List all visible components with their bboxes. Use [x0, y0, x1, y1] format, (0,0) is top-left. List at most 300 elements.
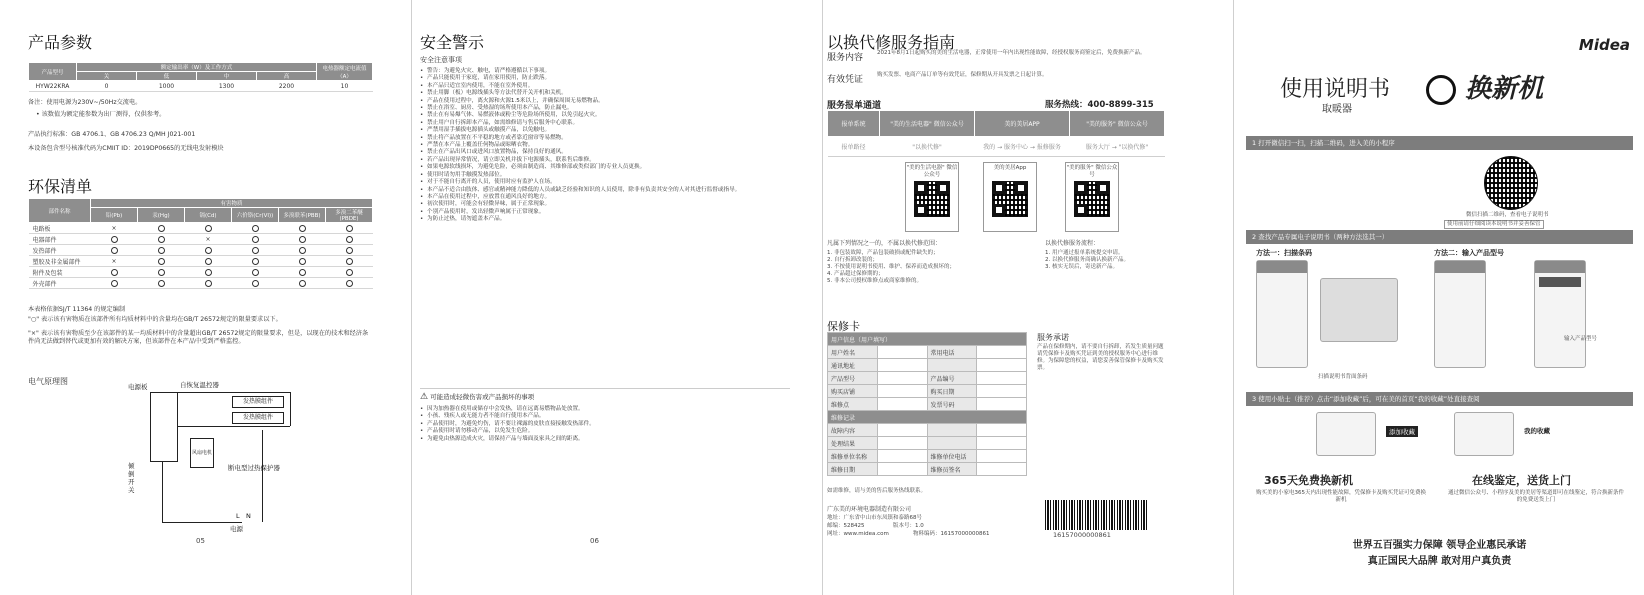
env-cell-value — [326, 267, 373, 278]
params-note-2: • 该数值为额定能参数为出厂测得，仅供参考。 — [36, 111, 166, 118]
company-address: 地址：广东省中山市东凤镇和泰路68号 — [827, 515, 922, 521]
circle-mark-icon — [111, 247, 118, 254]
qr-caption-2: 使用前请仔细阅读本说明书并妥善保管 — [1444, 220, 1544, 229]
circuit-label-temp: 自恢复温控器 — [180, 381, 219, 389]
env-cell-value — [279, 234, 326, 245]
rule-item: • 为防止过热，请勿遮盖本产品。 — [420, 216, 790, 223]
circle-mark-icon — [252, 280, 259, 287]
rule-item: • 本产品在使用过程中，应放置在通风良好的地方。 — [420, 194, 790, 201]
env-cell-value — [185, 267, 232, 278]
circuit-heater-2: 发热膜组件 — [232, 412, 284, 424]
rule-item: • 使用时请勿用手触摸发热部位。 — [420, 172, 790, 179]
env-note-2: "○" 表示该有害物质在该部件所有均质材料中的含量均在GB/T 26572规定的限量要求以下。 — [28, 316, 282, 323]
circle-mark-icon — [205, 258, 212, 265]
env-cell-value: × — [185, 234, 232, 245]
params-cell-current: 10 — [317, 81, 373, 92]
env-cell-value — [138, 278, 185, 289]
table-row — [828, 398, 1027, 411]
mini-program-qr-icon[interactable] — [1484, 156, 1538, 210]
table-row — [828, 372, 1027, 385]
field-value[interactable] — [877, 450, 927, 463]
circuit-heater-1: 发热膜组件 — [232, 396, 284, 408]
list-item: 2. 以换代修服务商确认换新产品。 — [1045, 257, 1129, 263]
field-value[interactable] — [977, 463, 1027, 476]
rule-item: • 产品使用时请勿移动产品，以免发生危险。 — [420, 428, 790, 435]
circuit-fan-motor: 风扇电机 — [190, 438, 214, 468]
warning-title: 可能造成轻微伤害或产品损坏的事项 — [430, 393, 535, 401]
qr-code-icon — [914, 181, 950, 217]
service-proof-label: 有效凭证 — [827, 75, 864, 85]
warranty-title: 保修卡 — [827, 320, 860, 333]
params-cell-model: HYW22KRA — [29, 81, 77, 92]
rule-item: • 因为加热器在使用或储存中会发热，请在远离易燃物品处放置。 — [420, 406, 790, 413]
env-cell-value — [232, 278, 279, 289]
search-input[interactable] — [1539, 277, 1581, 287]
channel-th-app: 美的美居APP — [975, 111, 1070, 137]
env-cell-value — [279, 223, 326, 234]
circuit-pin-n: N — [246, 512, 251, 520]
env-cell-value — [326, 223, 373, 234]
divider — [420, 388, 790, 389]
params-th-mid: 中 — [197, 72, 257, 81]
exclude-list — [827, 250, 1027, 285]
env-th-part: 部件名称 — [29, 199, 91, 223]
rule-item: • 禁止在浴室、厨房、受热湿的场所使用本产品，防止漏电。 — [420, 105, 790, 112]
env-cell-part: 塑胶及非金属部件 — [29, 256, 91, 267]
env-cell-value — [232, 234, 279, 245]
field-value[interactable] — [977, 346, 1027, 359]
params-cell-off: 0 — [77, 81, 137, 92]
env-th-pbde: 多溴二苯醚(PBDE) — [326, 208, 373, 223]
slogan-badge-icon — [1426, 75, 1456, 105]
warranty-head: 用户信息（用户填写） — [828, 333, 1027, 346]
service-content-label: 服务内容 — [827, 53, 864, 63]
table-row — [828, 424, 1027, 437]
channel-cell-app: 我的 → 服务中心 → 报修服务 — [975, 137, 1070, 157]
env-cell-value — [326, 234, 373, 245]
circuit-wire — [178, 426, 290, 427]
env-cell-part: 发热部件 — [29, 245, 91, 256]
field-value[interactable] — [877, 346, 927, 359]
field-value[interactable] — [977, 450, 1027, 463]
circuit-label-overheat: 断电型过热保护器 — [228, 464, 280, 472]
phone-caption-1: 扫描说明书背面条码 — [1318, 374, 1368, 380]
circle-mark-icon — [346, 280, 353, 287]
table-row — [828, 450, 1027, 463]
company-name: 广东美的环境电器制造有限公司 — [827, 506, 912, 513]
rule-item: • 禁止将产品放置在不平稳的地方或者靠近窗帘等易燃物。 — [420, 135, 790, 142]
page-number: 06 — [590, 537, 599, 545]
warning-triangle-icon: ⚠ — [420, 392, 429, 402]
env-cell-value — [326, 256, 373, 267]
circle-mark-icon — [252, 258, 259, 265]
env-cell-value — [326, 245, 373, 256]
rule-item: • 禁止在产品出风口或进风口放置物品，保持良好的通风。 — [420, 149, 790, 156]
env-th-hg: 汞(Hg) — [138, 208, 185, 223]
list-item: 2. 自行拆卸改装的； — [827, 257, 878, 263]
repair-body — [828, 424, 1027, 476]
env-table-row — [29, 267, 373, 278]
env-cell-value — [232, 245, 279, 256]
repair-head: 维修记录 — [828, 411, 1027, 424]
rule-item: • 为避免由热源造成火灾，请保持产品与墙面及家具之间的距离。 — [420, 436, 790, 443]
env-th-cd: 镉(Cd) — [185, 208, 232, 223]
process-title: 以换代修服务流程： — [1045, 240, 1100, 247]
field-value[interactable] — [877, 359, 927, 372]
circuit-wire — [162, 462, 163, 522]
env-cell-value — [232, 256, 279, 267]
tagline-1: 世界五百强实力保障 领导企业惠民承诺 — [1352, 540, 1527, 551]
list-item: 4. 产品超过保修期的； — [827, 271, 884, 277]
circle-mark-icon — [346, 269, 353, 276]
circle-mark-icon — [346, 247, 353, 254]
field-value[interactable] — [977, 437, 1027, 450]
warning-rule-list — [420, 406, 790, 443]
phone-mockup-model — [1434, 260, 1486, 368]
promo-2-title: 在线鉴定，送货上门 — [1472, 474, 1571, 487]
add-favorite-button[interactable]: 添加收藏 — [1386, 426, 1418, 437]
service-proof-text: 购买发票、电商产品订单等有效凭证，保修期从开具发票之日起计算。 — [877, 72, 1048, 78]
rule-item: • 严禁在本产品上覆盖任何物品或晾晒衣物。 — [420, 142, 790, 149]
env-cell-part: 电器部件 — [29, 234, 91, 245]
field-label — [927, 359, 977, 372]
circle-mark-icon — [205, 247, 212, 254]
brand-logo: Midea — [1578, 36, 1630, 54]
env-cell-value — [279, 245, 326, 256]
rule-item: • 产品使用时，为避免灼伤，请不要让裸露的皮肤直接接触发热部件。 — [420, 421, 790, 428]
field-value[interactable] — [977, 385, 1027, 398]
table-row — [828, 385, 1027, 398]
page-service — [823, 0, 1233, 595]
channel-th-system: 报单系统 — [828, 111, 880, 137]
field-label: 维修日期 — [828, 463, 878, 476]
circle-mark-icon — [111, 280, 118, 287]
circle-mark-icon — [252, 236, 259, 243]
rule-item: • 小孩、残疾人或无能力者不能自行使用本产品。 — [420, 413, 790, 420]
rule-item: • 严禁用湿手插拔电源插头或触摸产品，以免触电。 — [420, 127, 790, 134]
field-label — [927, 424, 977, 437]
env-cell-part: 外壳部件 — [29, 278, 91, 289]
params-th-low: 低 — [137, 72, 197, 81]
slogan-text: 换新机 — [1465, 74, 1544, 104]
env-cell-part: 附件及包装 — [29, 267, 91, 278]
params-standard: 产品执行标准：GB 4706.1、GB 4706.23 Q/MH J021-001 — [28, 131, 196, 138]
field-value[interactable] — [977, 398, 1027, 411]
company-web: 网址：www.midea.com — [827, 531, 889, 537]
env-cell-value — [138, 245, 185, 256]
warranty-body — [828, 346, 1027, 411]
rule-item: • 本产品只适宜室内使用，不能在室外使用。 — [420, 83, 790, 90]
circle-mark-icon — [299, 225, 306, 232]
field-label: 通讯地址 — [828, 359, 878, 372]
env-table-row — [29, 256, 373, 267]
field-label: 购买日期 — [927, 385, 977, 398]
rule-item: • 禁止用脚（板）电源线插头等方法代替开关开机和关机。 — [420, 90, 790, 97]
env-cell-value — [138, 256, 185, 267]
step-1-bar: 1 打开微信扫一扫，扫描二维码，进入美的小程序 — [1246, 136, 1633, 150]
rule-item: • 如果电源软线损坏，为避免危险，必须由制造商、其维修部或类似部门的专业人员更换。 — [420, 164, 790, 171]
page-title-safety: 安全警示 — [420, 33, 485, 52]
circle-mark-icon — [158, 280, 165, 287]
page-title-env: 环保清单 — [28, 177, 93, 196]
qr-card-app[interactable] — [983, 162, 1037, 232]
env-table-row — [29, 245, 373, 256]
circle-mark-icon — [299, 269, 306, 276]
field-label: 维修员签名 — [927, 463, 977, 476]
field-label: 产品型号 — [828, 372, 878, 385]
circle-mark-icon — [158, 247, 165, 254]
circuit-label-earth: 电源 — [230, 525, 243, 533]
doc-version: 版本号：1.0 — [893, 523, 924, 529]
circle-mark-icon — [346, 236, 353, 243]
env-th-cr: 六价铬(Cr(VI)) — [232, 208, 279, 223]
rule-item: • 个别产品使用时，发出轻微声响属于正常现象。 — [420, 209, 790, 216]
channel-cell-wechat2: 服务大厅 → "以换代修" — [1070, 137, 1165, 157]
circle-mark-icon — [346, 225, 353, 232]
page-title-params: 产品参数 — [28, 33, 93, 52]
field-label: 维修点 — [828, 398, 878, 411]
circuit-power-board — [150, 392, 178, 462]
params-cell-low: 1000 — [137, 81, 197, 92]
params-th-off: 关 — [77, 72, 137, 81]
env-cell-value — [185, 245, 232, 256]
env-cell-value: × — [91, 223, 138, 234]
safety-rule-list — [420, 68, 790, 224]
circle-mark-icon — [158, 236, 165, 243]
params-note-1: 备注：使用电源为230V~/50Hz交流电。 — [28, 99, 142, 106]
channel-th-wechat1: "美的生活电器" 微信公众号 — [880, 111, 975, 137]
params-th-high: 高 — [257, 72, 317, 81]
qr-code-icon — [1074, 181, 1110, 217]
env-cell-value — [279, 278, 326, 289]
field-label: 产品编号 — [927, 372, 977, 385]
circle-mark-icon — [111, 269, 118, 276]
channel-title: 服务报单通道 — [827, 101, 882, 111]
phone-mockup-search — [1534, 260, 1586, 368]
circle-mark-icon — [299, 258, 306, 265]
field-value[interactable] — [977, 372, 1027, 385]
env-cell-value — [91, 234, 138, 245]
field-label: 发票号码 — [927, 398, 977, 411]
env-th-group: 有害物质 — [91, 199, 373, 208]
scan-illustration — [1320, 278, 1398, 342]
list-item: 1. 非包装故障，产品包装破损或配件缺失的； — [827, 250, 939, 256]
field-label: 处理结果 — [828, 437, 878, 450]
circuit-wire — [290, 392, 291, 426]
channel-cell-wechat1: "以换代修" — [880, 137, 975, 157]
env-th-pb: 铅(Pb) — [91, 208, 138, 223]
rule-item: • 产品只能使用于家庭，请在家用使用，防止跌落。 — [420, 75, 790, 82]
field-value[interactable] — [877, 372, 927, 385]
method-2-title: 方法二：输入产品型号 — [1434, 249, 1504, 257]
table-row — [828, 463, 1027, 476]
list-item: 3. 核实无误后，寄送新产品。 — [1045, 264, 1118, 270]
circuit-label-power-board: 电源板 — [128, 383, 148, 391]
phone-mockup-fav — [1316, 412, 1376, 456]
warning-heading — [420, 392, 534, 402]
field-value[interactable] — [877, 424, 927, 437]
warranty-card — [827, 332, 1027, 476]
circle-mark-icon — [252, 247, 259, 254]
manual-subtitle: 取暖器 — [1322, 104, 1352, 115]
footer-note: 如需维修，请与美的售后服务热线联系。 — [827, 488, 927, 494]
env-th-pbb: 多溴联苯(PBB) — [279, 208, 326, 223]
qr-caption: "美的生活电器" 微信公众号 — [906, 165, 958, 178]
qr-code-icon — [992, 181, 1028, 217]
promise-text: 产品在保修期内，请不要自行拆卸，若发生质量问题请凭保修卡及购买凭证到美的授权服务中心进行维修。为保障您的权益，请您妥善保管保修卡及购买发票。 — [1037, 344, 1164, 371]
phone-caption-2: 输入产品型号 — [1564, 336, 1598, 342]
process-list — [1045, 250, 1165, 271]
env-cell-value — [138, 223, 185, 234]
circuit-label-tilt: 倾倒开关 — [128, 462, 135, 494]
rule-item: • 初次使用时，可能会有轻微异味，属于正常现象。 — [420, 201, 790, 208]
page-cover — [1233, 0, 1644, 595]
env-table-row — [29, 223, 373, 234]
safety-subtitle: 安全注意事项 — [420, 56, 462, 64]
manual-title: 使用说明书 — [1280, 77, 1391, 102]
service-hotline: 服务热线：400-8899-315 — [1045, 100, 1154, 110]
env-note-3: "×" 表示该有害物质至少在该部件的某一均质材料中的含量超出GB/T 26572规定的限量要求，但是，以现在的技术和经济条件尚无法做到替代或更加有效的解决方案，但该部件在本产品中受到严格监控。 — [28, 330, 369, 345]
params-cell-high: 2200 — [257, 81, 317, 92]
field-label: 购买店铺 — [828, 385, 878, 398]
barcode — [1045, 500, 1149, 530]
field-value[interactable] — [877, 385, 927, 398]
table-row — [828, 437, 1027, 450]
env-cell-value — [279, 256, 326, 267]
channel-th-wechat2: "美的服务" 微信公众号 — [1070, 111, 1165, 137]
field-value[interactable] — [877, 463, 927, 476]
channel-table — [827, 110, 1165, 157]
field-label — [927, 437, 977, 450]
phone-mockup-myfav — [1454, 412, 1514, 456]
env-table-row — [29, 234, 373, 245]
params-cell-mid: 1300 — [197, 81, 257, 92]
barcode-number: 16157000000861 — [1053, 531, 1111, 539]
params-th-power: 额定输出率（W）及工作方式 — [77, 63, 317, 72]
circuit-wire — [162, 522, 242, 523]
exclude-title: 凡属下列情况之一的，不属以换代修范围： — [827, 240, 942, 247]
promo-1-text: 购买美的小家电365天内出现性能故障，凭保修卡及购买凭证可免费换新机 — [1256, 490, 1427, 503]
rule-item: • 对于不能自行离开的人员，使用时应有监护人在场。 — [420, 179, 790, 186]
circle-mark-icon — [299, 247, 306, 254]
circle-mark-icon — [252, 269, 259, 276]
params-th-model: 产品型号 — [29, 63, 77, 81]
qr-caption: 美的美居App — [993, 165, 1027, 171]
qr-caption: "美的服务" 微信公众号 — [1066, 165, 1118, 178]
field-value[interactable] — [977, 424, 1027, 437]
env-cell-value — [91, 245, 138, 256]
circuit-wire — [178, 392, 290, 393]
env-table-body — [29, 223, 373, 289]
table-row — [828, 346, 1027, 359]
field-label: 常用电话 — [927, 346, 977, 359]
circle-mark-icon — [205, 280, 212, 287]
qr-card-wechat2[interactable] — [1065, 162, 1119, 232]
field-label: 用户姓名 — [828, 346, 878, 359]
field-value[interactable] — [877, 437, 927, 450]
env-table-row — [29, 278, 373, 289]
circle-mark-icon — [158, 269, 165, 276]
circle-mark-icon — [205, 269, 212, 276]
field-label: 故障内容 — [828, 424, 878, 437]
rule-item: • 本产品不适合由肢体、感官或精神能力降低的人员或缺乏经验和知识的人员使用，除非有负责其安全的人对其进行监督或指导。 — [420, 187, 790, 194]
page-title-circuit: 电气原理图 — [28, 377, 68, 386]
env-cell-value — [91, 267, 138, 278]
env-cell-value — [91, 278, 138, 289]
env-cell-value — [326, 278, 373, 289]
env-cell-value: × — [91, 256, 138, 267]
env-cell-value — [185, 256, 232, 267]
table-row — [828, 359, 1027, 372]
circuit-pin-l: L — [236, 512, 240, 520]
circle-mark-icon — [205, 225, 212, 232]
env-cell-part: 电路板 — [29, 223, 91, 234]
phone-mockup-scan — [1256, 260, 1308, 368]
page-title-service: 以换代修服务指南 — [827, 33, 956, 52]
circle-mark-icon — [111, 236, 118, 243]
method-1-title: 方法一：扫描条码 — [1256, 249, 1312, 257]
rule-item: • 禁止在有易爆气体、易燃液体或粉尘等危险场所使用，以免引起火灾。 — [420, 112, 790, 119]
env-cell-value — [232, 223, 279, 234]
env-note-1: 本表格依据SJ/T 11364 的规定编制 — [28, 306, 126, 313]
rule-item: • 若产品出现异常情况，请立即关机并拔下电源插头，联系售后维修。 — [420, 157, 790, 164]
env-cell-value — [279, 267, 326, 278]
qr-caption: 微信扫描二维码，查看电子说明书 — [1466, 212, 1549, 218]
company-zip: 邮编：528425 — [827, 523, 865, 529]
circle-mark-icon — [299, 280, 306, 287]
field-label: 维修单位名称 — [828, 450, 878, 463]
env-cell-value — [138, 234, 185, 245]
field-value[interactable] — [877, 398, 927, 411]
circle-mark-icon — [158, 225, 165, 232]
page-safety — [411, 0, 823, 595]
channel-cell-path: 报单路径 — [828, 137, 880, 157]
env-cell-value — [138, 267, 185, 278]
env-cell-value — [185, 278, 232, 289]
circle-mark-icon — [346, 258, 353, 265]
list-item: 5. 非本公司授权维修点或商家维修的。 — [827, 278, 922, 284]
material-code: 物料编码：16157000000861 — [913, 531, 990, 537]
env-table — [28, 198, 373, 289]
params-th-current: 电热器额定电流值（A） — [317, 63, 373, 81]
my-favorite-label: 我的收藏 — [1524, 427, 1550, 435]
circuit-wire — [262, 430, 263, 522]
rule-item: • 警告：为避免火灾、触电，请严格遵循以下事项。 — [420, 68, 790, 75]
slogan-logo — [1426, 68, 1543, 105]
params-cmiit: 本设备包含型号核准代码为CMIIT ID：2019DP0665的无线电发射模块 — [28, 145, 224, 152]
field-value[interactable] — [977, 359, 1027, 372]
params-table — [28, 62, 373, 92]
promise-title: 服务承诺 — [1037, 333, 1069, 342]
circle-mark-icon — [158, 258, 165, 265]
promo-1-title: 365天免费换新机 — [1264, 474, 1353, 487]
env-cell-value — [185, 223, 232, 234]
tagline-2: 真正国民大品牌 敢对用户真负责 — [1367, 556, 1512, 567]
qr-card-wechat1[interactable] — [905, 162, 959, 232]
list-item: 3. 不按使用说明书使用、维护、保养而造成损坏的； — [827, 264, 955, 270]
field-label: 维修单位电话 — [927, 450, 977, 463]
list-item: 1. 用户通过报单系统提交申请。 — [1045, 250, 1124, 256]
env-cell-value — [232, 267, 279, 278]
promo-2-text: 通过微信公众号、小程序及美的美居等渠道即可在线鉴定，符合换新条件的免费送货上门 — [1447, 490, 1624, 503]
service-content-text: 2021年8月1日起购买的美的生活电器，正常使用一年内出现性能故障，经授权服务商鉴定后，免费换新产品。 — [877, 50, 1146, 56]
circle-mark-icon — [252, 225, 259, 232]
rule-item: • 产品在使用过程中，离火源和火源1.5米以上，并确保周围无易燃物品。 — [420, 98, 790, 105]
page-number: 05 — [196, 537, 205, 545]
page-product-params — [0, 0, 411, 595]
rule-item: • 禁止用户自行拆卸本产品，如需维修请与售后服务中心联系。 — [420, 120, 790, 127]
circle-mark-icon — [299, 236, 306, 243]
